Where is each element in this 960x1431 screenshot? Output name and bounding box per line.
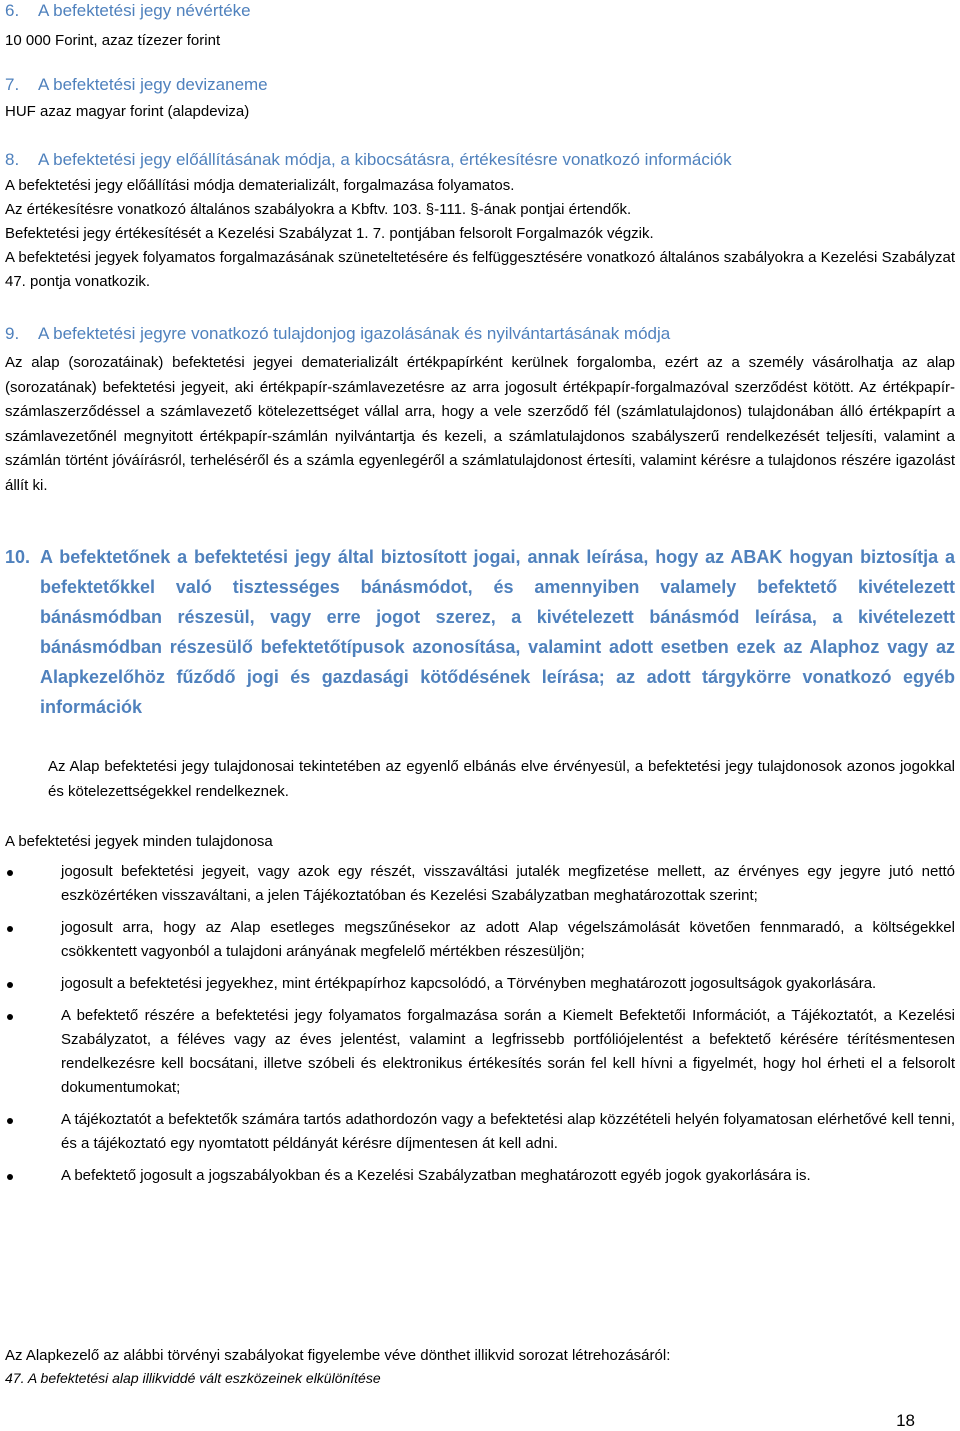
section-8-line: Befektetési jegy értékesítését a Kezelési Szabályzat 1. 7. pontjában felsorolt Forgalmazók végzik.	[5, 225, 654, 242]
bullet-icon	[7, 870, 13, 876]
section-8-line: Az értékesítésre vonatkozó általános szabályokra a Kbftv. 103. §-111. §-ának pontjai értendők.	[5, 201, 632, 218]
closing-italic-reference: 47. A befektetési alap illikviddé vált eszközeinek elkülönítése	[5, 1370, 381, 1386]
section-8-line: A befektetési jegy előállítási módja dematerializált, forgalmazása folyamatos.	[5, 177, 515, 194]
bullet-icon	[7, 1118, 13, 1124]
list-item: jogosult befektetési jegyeit, vagy azok egy részét, visszaváltási jutalék megfizetése mellett, az érvényes egy jegyre jutó nettó eszközértéken visszaváltani, a jelen Tájékoztatóban és Kezelési Szabályzatban meghatározottak szerint;	[5, 860, 955, 908]
section-8	[5, 149, 955, 294]
section-9-text: Az alap (sorozatáinak) befektetési jegyei dematerializált értékpapírként kerülnek forgalomba, ezért az a személy vásárolhatja az alap (sorozatának) befektetési jegyeit, aki értékpapír-számlavezetésre az arra jogosult értékpapír-forgalmazóval szerződést kötött. Az értékpapír-számlaszerződéssel a számlavezető kötelezettséget vállal arra, hogy a vele szerződő fél (számlatulajdonos) tulajdonában álló értékpapírt a számlavezetőnél megnyitott értékpapír-számlán nyilvántartja és kezeli, a számlatulajdonos szabályszerű rendelkezését teljesíti, valamint a számlán történt jóváírásról, terheléséről és a számla egyenlegéről a számlatulajdonost értesíti, valamint kérésre a tulajdonos részére igazolást állít ki.	[5, 354, 955, 494]
section-7-text: HUF azaz magyar forint (alapdeviza)	[5, 103, 250, 120]
section-6	[5, 0, 955, 53]
section-10-intro: Az Alap befektetési jegy tulajdonosai tekintetében az egyenlő elbánás elve érvényesül, a befektetési jegy tulajdonosok azonos jogokkal és kötelezettségekkel rendelkeznek.	[48, 758, 955, 800]
closing-block	[5, 1344, 955, 1388]
list-item: A befektető jogosult a jogszabályokban és a Kezelési Szabályzatban meghatározott egyéb jogok gyakorlására is.	[5, 1164, 955, 1188]
rights-list	[5, 860, 955, 1188]
closing-text: Az Alapkezelő az alábbi törvényi szabályokat figyelembe véve dönthet illikvid sorozat létrehozásáról:	[5, 1347, 671, 1364]
section-9-heading: 9. A befektetési jegyre vonatkozó tulajdonjog igazolásának és nyilvántartásának módja	[5, 324, 671, 343]
section-8-line: A befektetési jegyek folyamatos forgalmazásának szüneteltetésére és felfüggesztésére vonatkozó általános szabályokra a Kezelési Szabályzat 47. pontja vonatkozik.	[5, 249, 955, 290]
bullet-icon	[7, 926, 13, 932]
list-item: jogosult arra, hogy az Alap esetleges megszűnésekor az adott Alap végelszámolását követően fennmaradó, a költségekkel csökkentett vagyonból a tulajdoni arányának megfelelő mértékben részesüljön;	[5, 916, 955, 964]
section-8-heading: 8. A befektetési jegy előállításának módja, a kibocsátásra, értékesítésre vonatkozó információk	[5, 150, 732, 169]
list-item: A tájékoztatót a befektetők számára tartós adathordozón vagy a befektetési alap közzétételi helyén folyamatosan elérhetővé kell tenni, és a tájékoztató egy nyomtatott példányát kérésre díjmentesen át kell adni.	[5, 1108, 955, 1156]
section-6-text: 10 000 Forint, azaz tízezer forint	[5, 32, 221, 49]
page-number: 18	[896, 1411, 915, 1430]
section-10-heading: 10. A befektetőnek a befektetési jegy által biztosított jogai, annak leírása, hogy az ABAK hogyan biztosítja a befektetőkkel való tisztességes bánásmódot, és amennyiben valamely befektető kivételezett bánásmódban részesül, vagy erre jogot szerez, a kivételezett bánásmód leírása, a kivételezett bánásmódban részesülő befektetőtípusok azonosítása, valamint adott esetben ezek az Alaphoz vagy az Alapkezelőhöz fűződő jogi és gazdasági kötődésének leírása; az adott tárgykörre vonatkozó egyéb információk	[5, 547, 955, 717]
bullet-icon	[7, 982, 13, 988]
bullet-icon	[7, 1014, 13, 1020]
section-7	[5, 74, 955, 124]
list-item: A befektető részére a befektetési jegy folyamatos forgalmazása során a Kiemelt Befektetői Információt, a Tájékoztatót, a Kezelési Szabályzatot, a féléves vagy az éves jelentést, valamint a legfrissebb portfóliójelentést a befektető kérésére térítésmentesen rendelkezésre kell bocsátani, illetve szóbeli és elektronikus értékesítés során fel kell hívni a figyelmét, hogy hol érheti el a felsorolt dokumentumokat;	[5, 1004, 955, 1100]
section-10-lead: A befektetési jegyek minden tulajdonosa	[5, 833, 273, 850]
section-6-heading: 6. A befektetési jegy névértéke	[5, 1, 251, 20]
section-9	[5, 323, 955, 498]
section-7-heading: 7. A befektetési jegy devizaneme	[5, 75, 268, 94]
bullet-icon	[7, 1174, 13, 1180]
list-item: jogosult a befektetési jegyekhez, mint értékpapírhoz kapcsolódó, a Törvényben meghatározott jogosultságok gyakorlására.	[5, 972, 955, 996]
